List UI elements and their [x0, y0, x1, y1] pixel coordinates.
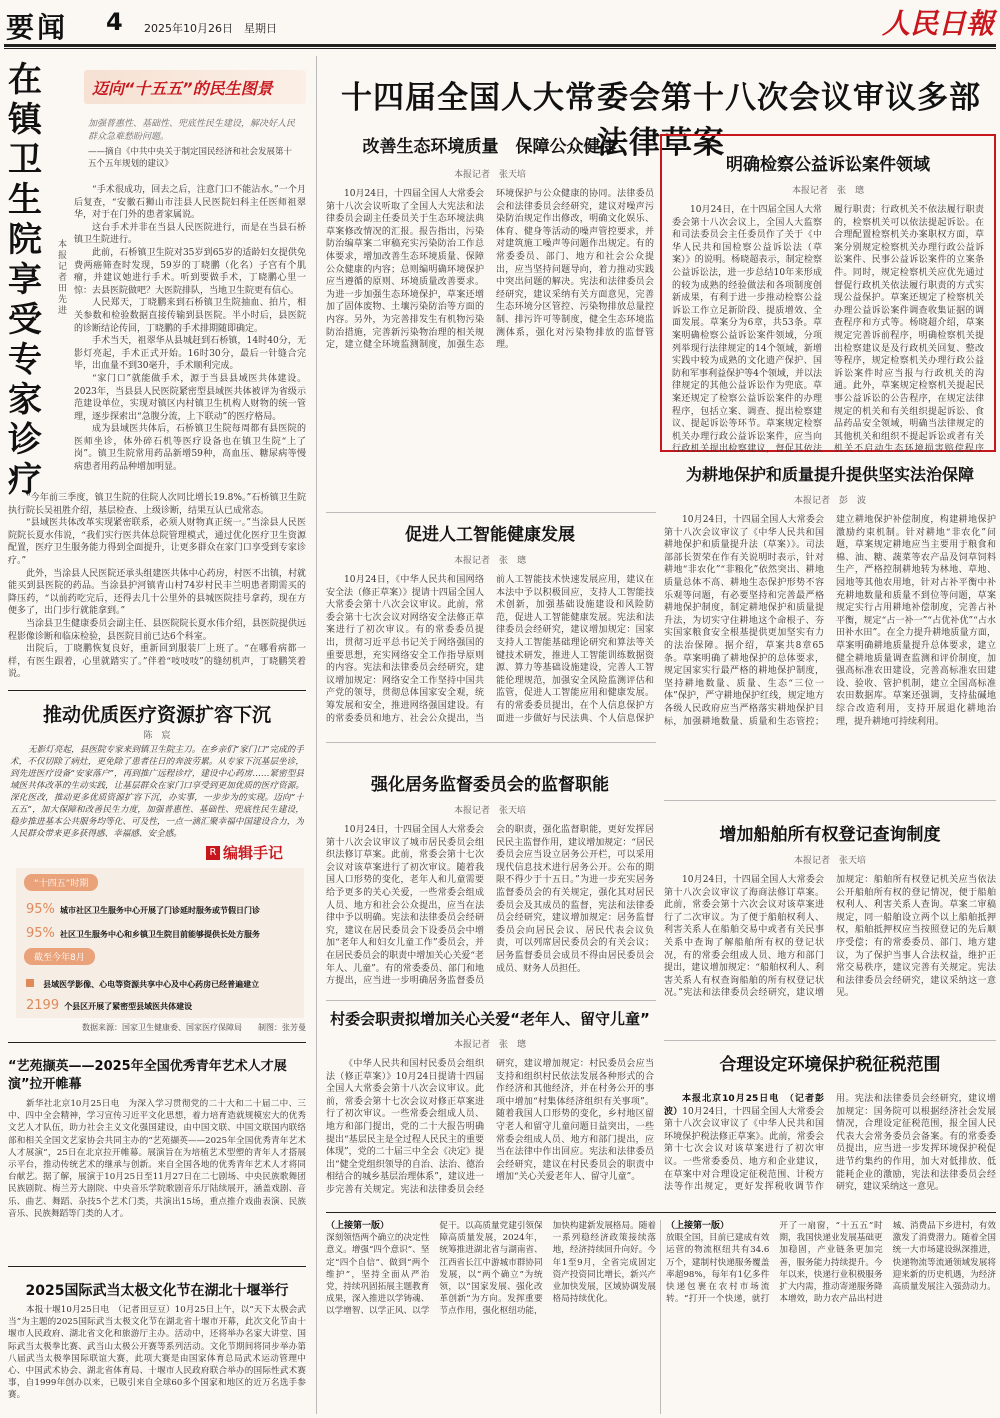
article-eco-body: 10月24日，十四届全国人大常委会第十八次会议听取了全国人大宪法和法律委员会副主任委员关于生态环境法典草案修改情况的汇报。报告指出，污染防治编草案二审稿充实污染防治工作总体要求，增加改善生态环境质量、保障公众健康的内容；总则编明确环境保护应当遵循的原则、环境质量改善要求。为进一步加强生态环境保护，草案还增加了固体废物、土壤污染防治等方面的内容。另外，为完善排发生有机物污染防治措施，完善新污染物治理的相关规定，建立健全环境监测制度，加强生态环境保护与公众健康的协同。法律委员会和法律委员会经研究，建议对噪声污染防治规定作出修改，明确文化娱乐、体育、健身等活动的噪声管控要求，并对建筑施工噪声等问题作出规定。有的常委委员、部门、地方和社会公众提出，应当坚持问题导向，着力推动实践中突出问题的解决。宪法和法律委员会经研究，建议采纳有关方面意见，完善生态环境分区管控、污染物排放总量控制、排污许可等制度，健全生态环境监测体系，强化对污染物排放的监督管理。 [326, 189, 654, 351]
masthead-rule-thin [4, 48, 996, 49]
left-story-paragraph: 成为县域医共体后，石桥镇卫生院每周都有县医院的医师坐诊，体外碎石机等医疗设备也在镇卫生院“上了岗”。镇卫生院常用药品新增59种，高血压、糖尿病等慢病患者用药品种增加明显。 [74, 424, 306, 473]
article-envtax-title: 合理设定环境保护税征税范围 [719, 1055, 941, 1075]
article-village [326, 1008, 654, 1208]
article-eco-title: 改善生态环境质量 保障公众健康 [362, 137, 618, 157]
article-procuratorate-title: 明确检察公益诉讼案件领域 [726, 155, 930, 175]
left-story-paragraph: “县域医共体改革实现紧密联系，必须人财物真正统一。”当涂县人民医院院长夏水伟说，“我们实行医共体总院管理模式，通过优化医疗卫生资源配置，医疗卫生服务能力得到全面提升，让更多群众在家门口享受到专家诊疗。” [8, 518, 306, 566]
taiji-body: 本报十堰10月25日电 （记者田豆豆）10月25日上午，以“天下太极会武当”为主题的2025国际武当太极文化节在湖北省十堰市开幕，此次文化节由十堰市人民政府、湖北省文化和旅游厅主办。活动中，还将举办名家大讲堂、国际武当太极拳比赛、武当山太极公开赛等系列活动。文化节期间将同步举办第八届武当太极拳国际联谊大赛，此项大赛是由国家体育总局武术运动管理中心、中国武术协会、湖北省体育局、十堰市人民政府联合举办的国际性武术赛事，自1999年创办以来，已吸引来自全球60多个国家和地区的近万名选手参赛。 [8, 1305, 306, 1401]
article-procuratorate [660, 134, 996, 455]
left-story-paragraph: “今年前三季度，镇卫生院的住院人次同比增长19.8%。”石桥镇卫生院执行院长吴祖胜介绍，基层检查、上级诊断，结果互认已成常态。 [8, 493, 306, 516]
notes-author: 陈 宸 [143, 731, 171, 741]
article-ship-body: 10月24日，十四届全国人大常委会第十八次会议审议了海商法修订草案。此前，常委会第十六次会议对该草案进行了二次审议。为了便于船舶权利人、利害关系人在船舶交易中或者有关民事关系中查询了解船舶所有权的登记状况，有的常委会组成人员、地方和部门提出，建议增加规定：“船舶权利人、利害关系人有权查询船舶的所有权登记状况。”宪法和法律委员会经研究，建议增加规定：船舶所有权登记机关应当依法公开船舶所有权的登记情况，便于船舶权利人、利害关系人查询。草案二审稿规定，同一船舶设立两个以上船舶抵押权，船舶抵押权应当按照登记的先后顺序受偿；有的常委委员、部门、地方建议，为了保护当事人合法权益，维护正常交易秩序，建议完善有关规定。宪法和法律委员会经研究，建议采纳这一意见。 [664, 875, 996, 999]
series-slogan: 迈向“十五五”的民生图景 [92, 79, 273, 98]
main-headline: 十四届全国人大常委会第十八次会议审议多部法律草案 [341, 80, 981, 161]
article-envtax-dateline: 本报北京10月25日电 （记者彭波） [664, 1094, 824, 1117]
left-story-paragraph: 此外，当涂县人民医院还承头组建医共体中心药房，村医不出镇，村就能买到县医院的药品。当涂县护河镇青山村74岁村民丰兰明患者期需买的降压药，“以前药吃完后，还得去几十公里外的县城医院挂号拿药，现在方便多了，出门步行就能拿到。” [8, 568, 306, 617]
continued-column-2 [666, 1220, 996, 1414]
left-story-paragraph: 出院后，丁晓鹏恢复良好，重新回到服装厂上班了。“在哪看病都一样，有医生跟着，心里就踏实了。”伴着“吱吱吱”的缝纫机声，丁晓鹏笑着说。 [8, 644, 306, 680]
series-banner [84, 62, 306, 108]
editor-tag-icon: R [206, 846, 220, 860]
left-story-paragraph: “手术很成功，回去之后，注意门口不能沾水。”一个月后复查，“安徽石狮山市洼县人民医院妇科主任医师祖翠华，对于在门外的患者家属说。 [74, 185, 306, 221]
art-story-body: 新华社北京10月25日电 为深入学习贯彻党的二十大和二十届二中、三中、四中全会精神，学习宣传习近平文化思想，着力培育造就规模宏大的优秀文艺人才队伍，助力社会主义文化强国建设，由中国文联、中国文联国内联络部和相关全国文艺家协会共同主办的“艺苑撷英——2025年全国优秀青年艺术人才展演”，25日在北京拉开帷幕。展演旨在为培植艺术型塑的青年人才搭展示平台，推动传统艺术的继承与创新。来自全国各地的优秀青年艺术人才将同台献艺。据了解，展演于10月25日至11月27日在二七剧场、中央民族歌舞团民族剧院、梅兰芳大剧院、中央音乐学院歌剧音乐厅陆续展开，涵盖戏剧、音乐、曲艺、舞蹈、杂技5个艺术门类，共演出15场，重点推介戏曲表演、民族音乐、民族舞蹈等门类的人才。 [8, 1099, 306, 1219]
editor-note-tag: R 编辑手记 [206, 842, 306, 864]
left-story-paragraph: 手术当天，祖翠华从县城赶到石桥镇，14时40分，无影灯亮起，手术正式开始。16时30分，最后一针缝合完毕，出血量不到30毫升，手术顺利完成。 [74, 336, 306, 372]
continued-2-body: 放眼全国，目前已建成有效运营的物流枢纽共有34.6万个，建制村快递服务覆盖率超98%，每年有1亿多件快递包裹在农村市场流转。“打开一个快递，就打开了一扇窗，“十五五”时期，我国快递业发展基础更加稳固，产业链条更加完善，服务能力持续提升。今年以来，快递行业积极服务扩大内需，推动寄递服务降本增效，助力农产品出村进城、消费品下乡进村，有效激发了消费潜力。随着全国统一大市场建设纵深推进，快递物流等流通领域发展将迎来新的历史机遇，为经济高质量发展注入强劲动力。 [666, 1221, 996, 1305]
article-ship-byline: 本报记者 张天培 [793, 856, 866, 866]
article-procuratorate-byline: 本报记者 张 璁 [791, 186, 864, 196]
left-story-paragraph: 人民郑天，丁晓鹏来到石桥镇卫生院抽血、拍片，相关参数和检验数据直接传输到县医院。半小时后，县医院的诊断结论传回，丁晓鹏的手术排期随即确定。 [74, 298, 306, 334]
continued-2-head: （上接第一版） [666, 1221, 730, 1231]
article-village-title: 村委会职责拟增加关心关爱“老年人、留守儿童” [330, 1010, 650, 1028]
deadline-label: 截至今年8月 [24, 948, 95, 965]
stats-infographic [16, 868, 304, 1018]
article-residents [326, 770, 654, 998]
article-ai-byline: 本报记者 张 璁 [453, 556, 526, 566]
article-farmland-body: 10月24日，十四届全国人大常委会第十八次会议审议了《中华人民共和国耕地保护和质量提升法（草案）》。司法部部长贺荣在作有关说明时表示，针对耕地“非农化”“非粮化”依然突出、耕地质量总体不高、耕地生态保护形势不容乐观等问题，有必要坚持和完善最严格耕地保护制度，制定耕地保护和质量提升法，为切实守住耕地这个命根子、夯实国家粮食安全根基提供更加坚实有力的法治保障。据介绍，草案共8章65条。草案明确了耕地保护的总体要求，规定国家实行最严格的耕地保护制度，坚持耕地数量、质量、生态“三位一体”保护，严守耕地保护红线，规定地方各级人民政府应当严格落实耕地保护目标，加强耕地数量、质量和生态管控；建立耕地保护补偿制度，构建耕地保护激励约束机制。针对耕地“非农化”问题，草案规定耕地应当主要用于粮食和棉、油、糖、蔬菜等农产品及饲草饲料生产，严格控制耕地转为林地、草地、园地等其他农用地，针对占补平衡中补充耕地数量和质量不到位等问题，草案规定实行占用耕地补偿制度，完善占补平衡，规定“占一补一”“占优补优”“占水田补水田”。在全力提升耕地质量方面，草案明确耕地质量提升总体要求，建立健全耕地质量调查监测和评价制度，加强高标准农田建设，完善高标准农田建设、验收、管护机制，建立全国高标准农田数据库。草案还强调，支持盐碱地综合改造利用，支持开展退化耕地治理，提升耕地可持续利用。 [664, 515, 996, 727]
article-farmland [664, 462, 996, 792]
article-ai-body: 10月24日，《中华人民共和国网络安全法（修正草案）》提请十四届全国人大常委会第十八次会议审议。此前，常委会第十七次会议对网络安全法修正草案进行了初次审议。有的常委委员提出，贯彻习近平总书记关于网络强国的重要思想，充实网络安全工作指导原则的内容。宪法和法律委员会经研究，建议增加规定：网络安全工作坚持中国共产党的领导，贯彻总体国家安全观，统筹发展和安全，推进网络强国建设。有的常委委员和地方、社会公众提出，当前人工智能技术快速发展应用，建议在本法中予以积极回应，支持人工智能技术创新，加强基础设施建设和风险防范，促进人工智能健康发展。宪法和法律委员会经研究，建议增加规定：国家支持人工智能基础理论研究和算法等关键技术研发，推进人工智能训练数据资源、算力等基础设施建设，完善人工智能伦理规范，加强安全风险监测评估和监管，促进人工智能应用和健康发展。有的常委委员提出，在个人信息保护方面进一步做好与民法典、个人信息保护 [326, 575, 654, 724]
article-envtax-body: 本报北京10月25日电 （记者彭波）10月24日，十四届全国人大常委会第十八次会议审议了《中华人民共和国环境保护税法修正草案》。此前，常委会第十七次会议对该草案进行了初次审议。一些常委委员、地方和企业建议，在草案中对合理设定征税范围、计税方法等作出规定，更好发挥税收调节作用。宪法和法律委员会经研究，建议增加规定：国务院可以根据经济社会发展情况，合理设定征税范围，报全国人民代表大会常务委员会备案。有的常委委员提出，应当进一步发挥环境保护税促进节约集约的作用，加大对低排放、低能耗企业的激励，宪法和法律委员会经研究，建议采纳这一意见。 [664, 1094, 996, 1193]
continued-1-body: 深刻领悟两个确立的决定性意义。增强“四个意识”、坚定“四个自信”、做到“两个维护”，坚持全面从严治党，持续巩固拓展主题教育成果，深入推进以学铸魂、以学增智、以学正风、以学促干。以高质量党建引领保障高质量发展，2024年，统筹推进湖北省与湖南省、江西省长江中游城市群协同发展，以“两个确立”为统领，以“国家发展、强化改革创新”为方向。发挥重要节点作用，强化枢纽功能，加快构建新发展格局。随着一系列稳经济政策接续落地，经济持续回升向好。今年1至9月，全省完成固定资产投资同比增长，新兴产业加快发展，区域协调发展格局持续优化。 [326, 1221, 656, 1317]
article-eco [326, 132, 654, 512]
issue-date: 2025年10月26日 星期日 [144, 22, 277, 35]
article-residents-body: 10月24日，十四届全国人大常委会第十八次会议审议了城市居民委员会组织法修订草案。此前，常委会第十七次会议对该草案进行了初次审议。随着我国人口形势的变化，老年人和儿童需要给予更多的关心关爱，一些常委会组成人员、地方和社会公众提出，应当在法律中予以明确。宪法和法律委员会经研究，建议在居民委员会下设委员会中增加“老年人和妇女儿童工作”委员会，并在居民委员会的职责中增加关心关爱“老年人、儿童”。有的常委委员、部门和地方提出，应当进一步明确居务监督委员会的职责，强化监督职能，更好发挥居民民主监督作用，建议增加规定：“居民委员会应当设立居务公开栏，可以采用现代信息技术进行居务公开。公布的期限不得少于十五日。”为进一步充实居务监督委员会的有关规定，强化其对居民委员会及其成员的监督，宪法和法律委员会经研究，建议增加规定：居务监督委员会向居民会议、居民代表会议负责，可以列席居民委员会的有关会议；居务监督委员会成员不得由居民委员会成员、财务人员担任。 [326, 825, 654, 987]
notes-title: 推动优质医疗资源扩容下沉 [42, 704, 271, 726]
taiji-title: 2025国际武当太极文化节在湖北十堰举行 [25, 1283, 289, 1299]
stat-row-1: 95% 城市社区卫生服务中心开展了门诊延时服务或节假日门诊 [26, 902, 260, 917]
left-story-body-top [74, 184, 306, 492]
left-story-reporter: 本报记者 田先进 [58, 240, 77, 316]
article-residents-title: 强化居务监督委员会的监督职能 [371, 775, 609, 795]
banner-quote-source: ——摘自《中共中央关于制定国民经济和社会发展第十五个五年规划的建议》 [88, 147, 293, 169]
left-story-title: 在镇卫生院享受专家诊疗 [8, 60, 42, 500]
stat-row-3: 县域医学影像、心电等资源共享中心及中心药房已经普遍建立 [26, 972, 302, 991]
art-story-title: “艺苑撷英——2025年全国优秀青年艺术人才展演”拉开帷幕 [8, 1059, 287, 1092]
left-story-paragraph: 此前，石桥镇卫生院对35岁到65岁的适龄妇女提供免费两癌筛查时发现，59岁的丁晓鹏（化名）子宫有个肌瘤，并建议她进行手术。听到要做手术，丁晓鹏心里一惊：去县医院做吧？大医院排队，当地卫生院更有信心。 [74, 247, 306, 296]
article-village-byline: 本报记者 张 璁 [453, 1040, 526, 1050]
article-farmland-byline: 本报记者 彭 波 [793, 496, 866, 506]
article-procuratorate-body: 10月24日，在十四届全国人大常委会第十八次会议上，全国人大监察和司法委员会主任委员作了关于《中华人民共和国检察公益诉讼法（草案）》的说明。杨晓超表示，制定检察公益诉讼法，进一步总结10年来形成的较为成熟的经验做法和各项制度创新成果，有利于进一步推动检察公益诉讼工作立足新阶段、提质增效、全面发展。草案分为6章，共53条。草案明确检察公益诉讼案件领域，分项列举现行法律规定的14个领域，新增实践中较为成熟的文化遗产保护、国防和军事利益保护等4个领域，并以法律规定的其他公益诉讼作为兜底。草案还规定了检察公益诉讼案件的办理程序，包括立案、调查、提出检察建议、提起诉讼等环节。草案规定检察机关办理行政公益诉讼案件，应当向行政机关提出检察建议，督促其依法履行职责；行政机关不依法履行职责的，检察机关可以依法提起诉讼。在合理配置检察机关办案职权方面，草案分别规定检察机关办理行政公益诉讼案件、民事公益诉讼案件的立案条件。同时，规定检察机关应优先通过督促行政机关依法履行职责的方式实现公益保护。草案还规定了检察机关办理公益诉讼案件调查收集证据的调查程序和方式等。杨晓超介绍，草案规定完善诉前程序，明确检察机关提出检察建议是及行政机关回复、整改等程序，规定检察机关办理行政公益诉讼案件时应当报与行政机关的沟通。此外，草案规定检察机关提起民事公益诉讼的公告程序，在规定法律规定的机关和有关组织提起诉讼、食品药品安全领域，明确当法律规定的其他机关和组织不提起诉讼或者有关机关不启动生态环境损害赔偿程序 [672, 205, 984, 455]
banner-quote: 加强普惠性、基础性、兜底性民生建设，解决好人民群众急难愁盼问题。 [88, 119, 296, 142]
article-ai [326, 520, 654, 730]
stat-row-2: 95% 社区卫生服务中心和乡镇卫生院目前能够提供长处方服务 [26, 926, 260, 941]
article-ship [664, 820, 996, 1030]
left-story-body-bottom [8, 492, 306, 686]
left-story-paragraph: 这台手术并非在当县人民医院进行，而是在当县石桥镇卫生院进行。 [74, 222, 306, 246]
continued-column-1 [326, 1220, 656, 1414]
article-envtax [664, 1050, 996, 1210]
stat-row-4: 2199 个县区开展了紧密型县域医共体建设 [26, 998, 193, 1013]
continued-1-head: （上接第一版） [326, 1221, 390, 1231]
article-village-body: 《中华人民共和国村民委员会组织法（修正草案）》10月24日提请十四届全国人大常委会第十八次会议审议。此前，常委会第十七次会议对修正草案进行了初次审议。一些常委会组成人员、地方和部门提出，党的二十大报告明确提出“基层民主是全过程人民民主的重要体现”，党的二十届三中全会《决定》提出“健全党组织领导的自治、法治、德治相结合的城乡基层治理体系”，建议进一步完善有关规定。宪法和法律委员会经研究，建议增加规定：村民委员会应当支持和组织村民依法发展各种形式的合作经济和其他经济，并在村务公开的事项中增加“村集体经济组织有关事项”。随着我国人口形势的变化，乡村地区留守老人和留守儿童问题日益突出，一些常委会组成人员、地方和部门提出，应当在法律中作出回应。宪法和法律委员会经研究，建议在村民委员会的职责中增加“关心关爱老年人、留守儿童”。 [326, 1059, 654, 1195]
data-source: 数据来源：国家卫生健康委、国家医疗保障局 制图：张芳曼 [82, 1023, 306, 1032]
article-residents-byline: 本报记者 张天培 [453, 806, 526, 816]
masthead-rule [4, 44, 996, 47]
left-story-paragraph: 当涂县卫生健康委员会副主任、县医院院长夏水伟介绍，县医院提供远程影像诊断和临床检验，县医院目前已达6个科室。 [8, 618, 306, 642]
article-farmland-title: 为耕地保护和质量提升提供坚实法治保障 [685, 465, 974, 484]
bullet-icon [26, 979, 34, 987]
period-label: “十四五”时期 [24, 874, 98, 891]
article-ai-title: 促进人工智能健康发展 [405, 525, 575, 545]
article-ship-title: 增加船舶所有权登记查询制度 [719, 825, 941, 845]
newspaper-logo: 人民日報 [881, 7, 994, 40]
section-name: 要闻 [6, 11, 69, 44]
left-story-paragraph: “家门口”就能做手术，源于当县县域医共体建设。2023年，当县县人民医院紧密型县域医共体被评为省级示范建设单位，实现对镇区内村镇卫生机构人财物的统一管理，逐步探索出“急腹分流，上下联动”的医疗格局。 [74, 373, 306, 422]
article-eco-byline: 本报记者 张天培 [453, 170, 526, 180]
masthead [4, 2, 996, 42]
page-number: 4 [106, 8, 123, 36]
notes-body: 无影灯亮起，县医院专家来到镇卫生院主刀。在乡亲们“家门口”完成的手术，不仅切除了病灶，更免除了患者往日的奔波劳累。从专家下沉基层坐诊，到先进医疗设备“安家落户”，再到推广远程诊疗，建设中心药房……紧密型县域医共体改革的生动实践，让基层群众在家门口享受到更加优质的医疗资源。深化医改，推动更多优质资源扩容下沉，办实事，一步步为的实现。迈向“十五五”，加大保障和改善民生力度，加强普惠性、基础性、兜底性民生建设，稳步推进基本公共服务均等化、可及性，一点一滴汇聚幸福中国建设合力，为人民群众带来更多获得感、幸福感、安全感。 [10, 745, 304, 839]
